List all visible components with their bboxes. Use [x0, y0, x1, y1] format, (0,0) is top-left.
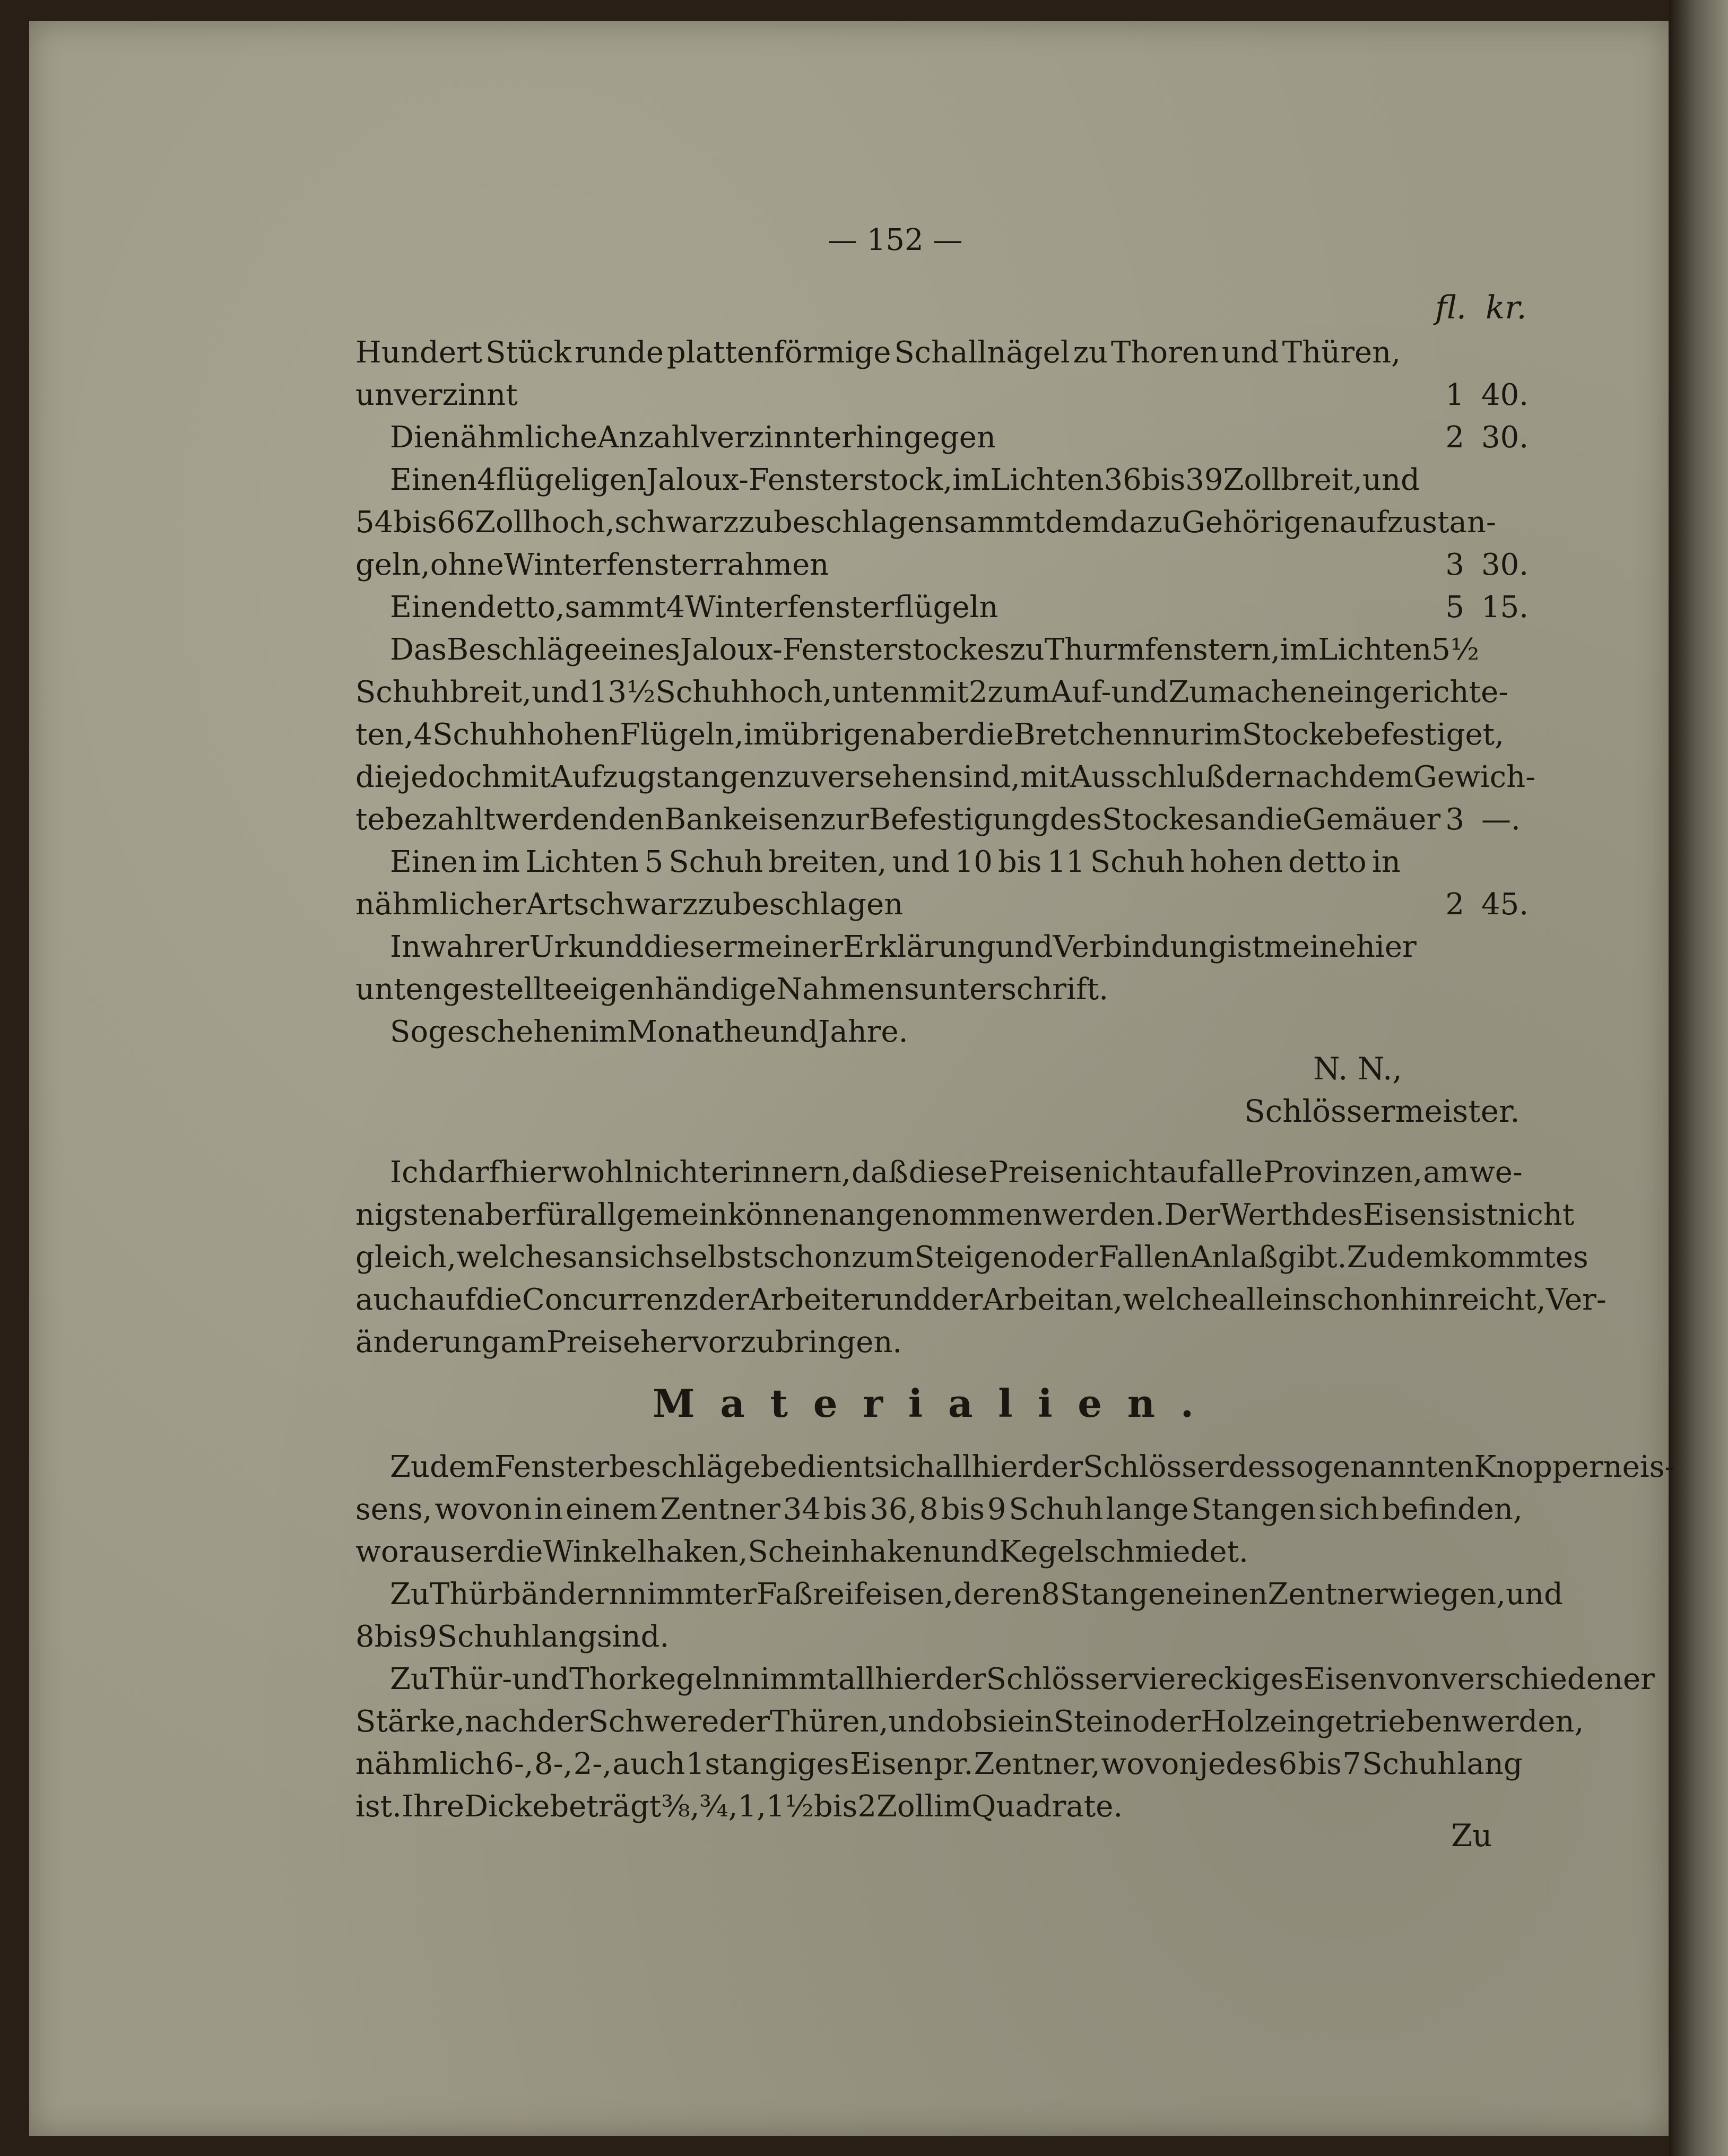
materials-line: Zu Thürbändern nimmt er Faßreifeisen, deren 8 Stangen einen Zentner wiegen, und	[390, 1577, 1563, 1612]
materials-line: Zu dem Fensterbeschläge bedient sich allhier der Schlösser des sogenannten Knopperneis-	[390, 1450, 1675, 1484]
column-header-kr: kr.	[1486, 289, 1527, 326]
paragraph-line: änderung am Preise hervorzubringen.	[355, 1325, 902, 1360]
item-line: Einen 4flügeligen Jaloux-Fensterstock, im Lichten 36 bis 39 Zoll breit, und	[390, 463, 1420, 497]
item-line: 54 bis 66 Zoll hoch, schwarz zu beschlagen sammt dem dazu Gehörigen aufzustan-	[355, 505, 1496, 540]
materials-line: nähmlich 6-, 8-, 2-, auch 1stangiges Eisen pr. Zentner, wovon jedes 6 bis 7 Schuh lang	[355, 1747, 1523, 1781]
price-kr: 30.	[1481, 420, 1529, 455]
item-line: Hundert Stück runde plattenförmige Schallnägel zu Thoren und Thüren,	[355, 335, 1401, 370]
item-line: unten gestellte eigenhändige Nahmensunterschrift.	[355, 972, 1108, 1007]
signature-name: N. N.,	[1313, 1051, 1402, 1087]
item-line: die jedoch mit Aufzugstangen zu versehen sind, mit Ausschluß der nach dem Gewich-	[355, 760, 1536, 794]
item-line: Schuh breit, und 13½ Schuh hoch, unten mit 2 zum Auf- und Zumachen eingerichte-	[355, 675, 1509, 709]
materials-line: 8 bis 9 Schuh lang sind.	[355, 1620, 670, 1654]
materials-line: Zu Thür- und Thorkegeln nimmt allhier der Schlösser viereckiges Eisen von verschiedener	[390, 1662, 1655, 1696]
item-line: Einen im Lichten 5 Schuh breiten, und 10 bis 11 Schuh hohen detto in	[390, 845, 1401, 879]
column-header-fl: fl.	[1435, 289, 1467, 326]
item-line: Das Beschläge eines Jaloux-Fensterstockes zu Thurmfenstern, im Lichten 5½	[390, 633, 1480, 667]
item-line: So geschehen im Monathe und Jahre.	[390, 1015, 908, 1049]
materials-line: Stärke, nach der Schwere der Thüren, und ob sie in Stein oder Holz eingetrieben werden,	[355, 1704, 1584, 1739]
item-line: ten, 4 Schuh hohen Flügeln, im übrigen aber die Bretchen nur im Stocke befestiget,	[355, 717, 1504, 752]
paragraph-line: auch auf die Concurrenz der Arbeiter und der Arbeit an, welche allein schon hinreicht, Ver-	[355, 1283, 1607, 1317]
item-line: Die nähmliche Anzahl verzinnter hingegen	[390, 420, 996, 455]
item-line: Einen detto, sammt 4 Winterfensterflügeln	[390, 590, 998, 625]
price-fl: 5	[1445, 590, 1464, 625]
materials-line: ist. Ihre Dicke beträgt ⅜, ¾, 1, 1½ bis 2 Zoll im Quadrate.	[355, 1789, 1123, 1824]
paragraph-line: gleich, welches an sich selbst schon zum Steigen oder Fallen Anlaß gibt. Zudem kommt es	[355, 1240, 1588, 1275]
price-cell	[1432, 374, 1544, 417]
price-fl: 3	[1445, 548, 1464, 582]
item-line: te bezahlt werdenden Bankeisen zur Befestigung des Stockes an die Gemäuer	[355, 802, 1441, 837]
item-line: unverzinnt	[355, 378, 518, 412]
catchword: Zu	[1451, 1817, 1492, 1854]
price-kr: 40.	[1481, 378, 1529, 412]
paragraph-line: nigsten aber für allgemein können angenommen werden. Der Werth des Eisens ist nicht	[355, 1198, 1575, 1232]
page-number: — 152 —	[828, 223, 963, 257]
price-cell	[1432, 884, 1544, 926]
price-kr: 15.	[1481, 590, 1529, 625]
item-line: In wahrer Urkund dieser meiner Erklärung und Verbindung ist meine hier	[390, 930, 1417, 964]
price-kr: 45.	[1481, 887, 1529, 922]
price-kr: —.	[1481, 802, 1521, 837]
section-heading: M a t e r i a l i e n .	[653, 1381, 1194, 1426]
price-kr: 30.	[1481, 548, 1529, 582]
price-fl: 1	[1445, 378, 1464, 412]
price-cell	[1432, 799, 1544, 841]
price-fl: 3	[1445, 802, 1464, 837]
paragraph-line: Ich darf hier wohl nicht erinnern, daß diese Preise nicht auf alle Provinzen, am we-	[390, 1155, 1523, 1190]
item-line: nähmlicher Art schwarz zu beschlagen	[355, 887, 904, 922]
price-cell	[1432, 417, 1544, 459]
materials-line: sens, wovon in einem Zentner 34 bis 36, 8 bis 9 Schuh lange Stangen sich befinden,	[355, 1492, 1523, 1527]
adjacent-page-edge	[1669, 0, 1728, 2156]
price-cell	[1432, 586, 1544, 629]
price-fl: 2	[1445, 887, 1464, 922]
price-cell	[1432, 544, 1544, 586]
item-line: geln, ohne Winterfensterrahmen	[355, 548, 829, 582]
materials-line: woraus er die Winkelhaken, Scheinhaken und Kegel schmiedet.	[355, 1535, 1248, 1569]
signature-title: Schlössermeister.	[1244, 1093, 1520, 1129]
price-fl: 2	[1445, 420, 1464, 455]
